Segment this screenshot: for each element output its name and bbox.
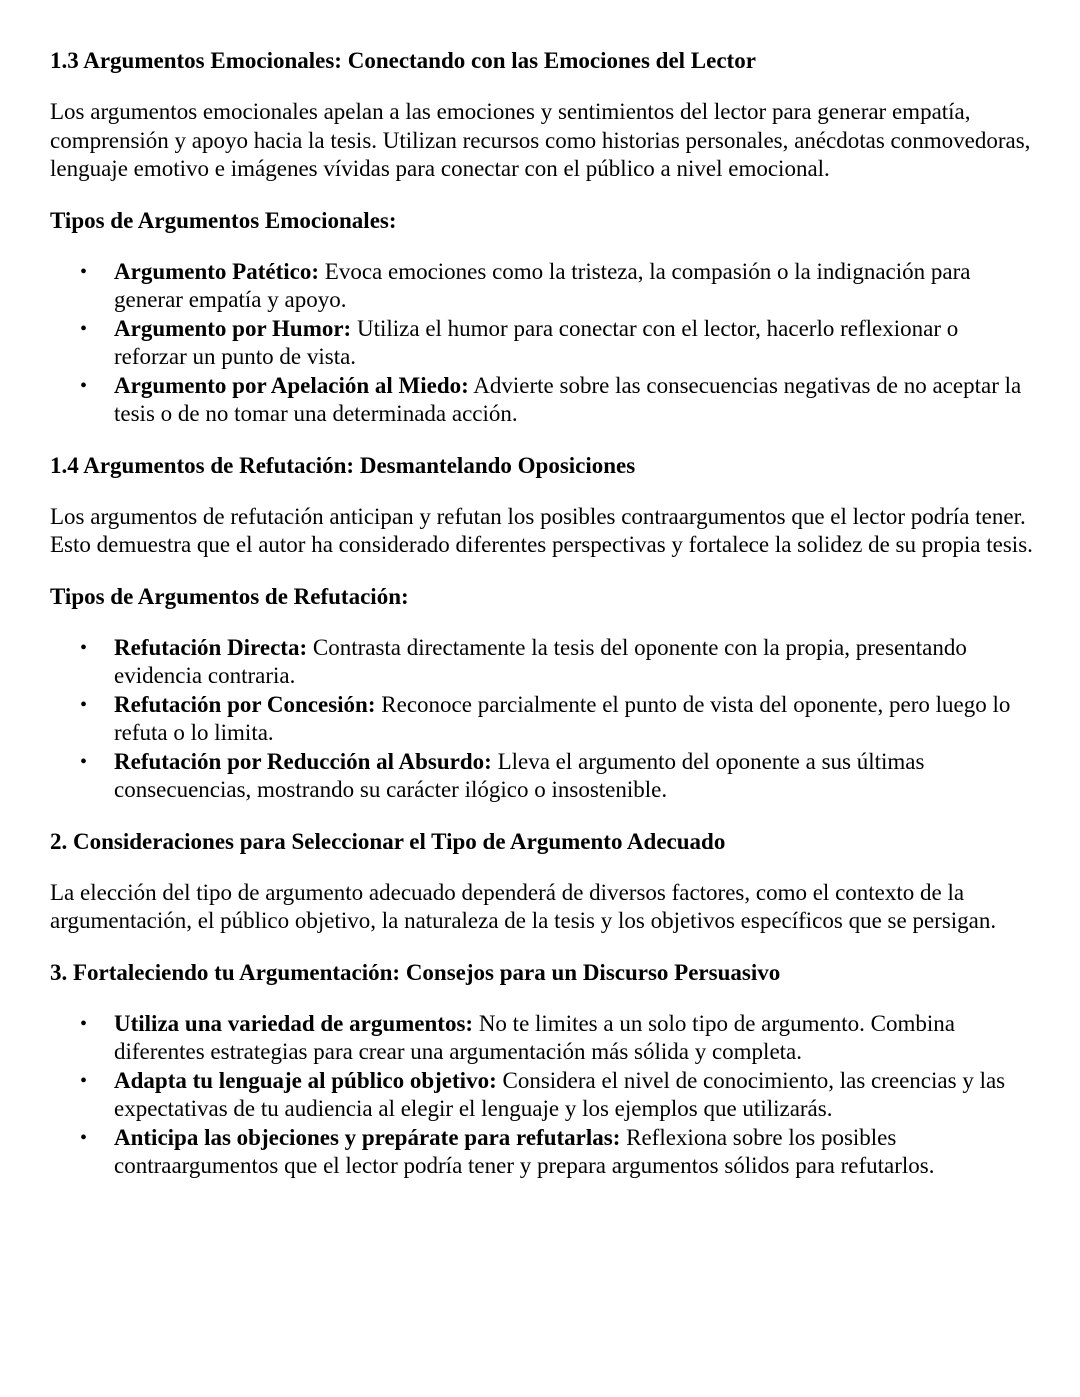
item-term: Adapta tu lenguaje al público objetivo: [114, 1067, 497, 1093]
item-text: Advierte sobre las consecuencias negativas de no aceptar la tesis o de no tomar una determinada acción. [114, 372, 1022, 426]
section-heading: 2. Consideraciones para Seleccionar el Tipo de Argumento Adecuado [50, 828, 726, 854]
list-subheading: Tipos de Argumentos de Refutación: [50, 583, 409, 609]
item-term: Refutación por Concesión: [114, 691, 376, 717]
item-term: Refutación Directa: [114, 634, 308, 660]
list-item [50, 634, 1035, 691]
bullet-icon: • [80, 374, 88, 397]
document-page [50, 46, 1035, 1203]
item-term: Refutación por Reducción al Absurdo: [114, 748, 492, 774]
item-text: Reconoce parcialmente el punto de vista del oponente, pero luego lo refuta o lo limita. [114, 691, 1011, 745]
bullet-icon: • [80, 1126, 88, 1149]
item-text: Utiliza el humor para conectar con el lector, hacerlo reflexionar o reforzar un punto de vista. [114, 315, 959, 369]
bullet-list [50, 1010, 1035, 1181]
section-paragraph: Los argumentos de refutación anticipan y refutan los posibles contraargumentos que el lector podría tener. Esto demuestra que el autor ha considerado diferentes perspectivas y fortalece la solidez de su propia tesis. [50, 503, 1033, 557]
list-item [50, 748, 1035, 805]
item-text: Evoca emociones como la tristeza, la compasión o la indignación para generar empatía y apoyo. [114, 258, 971, 312]
bullet-icon: • [80, 636, 88, 659]
section-paragraph: Los argumentos emocionales apelan a las emociones y sentimientos del lector para generar empatía, comprensión y apoyo hacia la tesis. Utilizan recursos como historias personales, anécdotas conmovedoras, lenguaje emotivo e imágenes vívidas para conectar con el público a nivel emocional. [50, 99, 1031, 181]
item-term: Argumento Patético: [114, 258, 320, 284]
bullet-icon: • [80, 260, 88, 283]
item-text: No te limites a un solo tipo de argumento. Combina diferentes estrategias para crear una argumentación más sólida y completa. [114, 1010, 955, 1064]
list-item [50, 1010, 1035, 1067]
item-term: Utiliza una variedad de argumentos: [114, 1010, 474, 1036]
list-item [50, 691, 1035, 748]
item-term: Argumento por Apelación al Miedo: [114, 372, 469, 398]
list-item [50, 1067, 1035, 1124]
list-item [50, 372, 1035, 429]
item-text: Considera el nivel de conocimiento, las creencias y las expectativas de tu audiencia al elegir el lenguaje y los ejemplos que utilizarás. [114, 1067, 1006, 1121]
list-item [50, 258, 1035, 315]
section-heading: 1.3 Argumentos Emocionales: Conectando con las Emociones del Lector [50, 48, 756, 73]
item-text: Lleva el argumento del oponente a sus últimas consecuencias, mostrando su carácter ilógico o insostenible. [114, 748, 925, 802]
item-term: Anticipa las objeciones y prepárate para refutarlas: [114, 1124, 621, 1150]
bullet-icon: • [80, 1069, 88, 1092]
list-subheading: Tipos de Argumentos Emocionales: [50, 207, 397, 233]
section-heading: 3. Fortaleciendo tu Argumentación: Consejos para un Discurso Persuasivo [50, 959, 781, 985]
list-item [50, 315, 1035, 372]
item-term: Argumento por Humor: [114, 315, 352, 341]
list-item [50, 1124, 1035, 1181]
item-text: Contrasta directamente la tesis del oponente con la propia, presentando evidencia contraria. [114, 634, 967, 688]
section-heading: 1.4 Argumentos de Refutación: Desmantelando Oposiciones [50, 452, 636, 478]
section-paragraph: La elección del tipo de argumento adecuado dependerá de diversos factores, como el contexto de la argumentación, el público objetivo, la naturaleza de la tesis y los objetivos específicos que se persigan. [50, 879, 997, 933]
item-text: Reflexiona sobre los posibles contraargumentos que el lector podría tener y prepara argumentos sólidos para refutarlos. [114, 1124, 935, 1178]
bullet-icon: • [80, 693, 88, 716]
bullet-icon: • [80, 317, 88, 340]
bullet-list [50, 258, 1035, 429]
bullet-icon: • [80, 750, 88, 773]
bullet-list [50, 634, 1035, 805]
bullet-icon: • [80, 1012, 88, 1035]
